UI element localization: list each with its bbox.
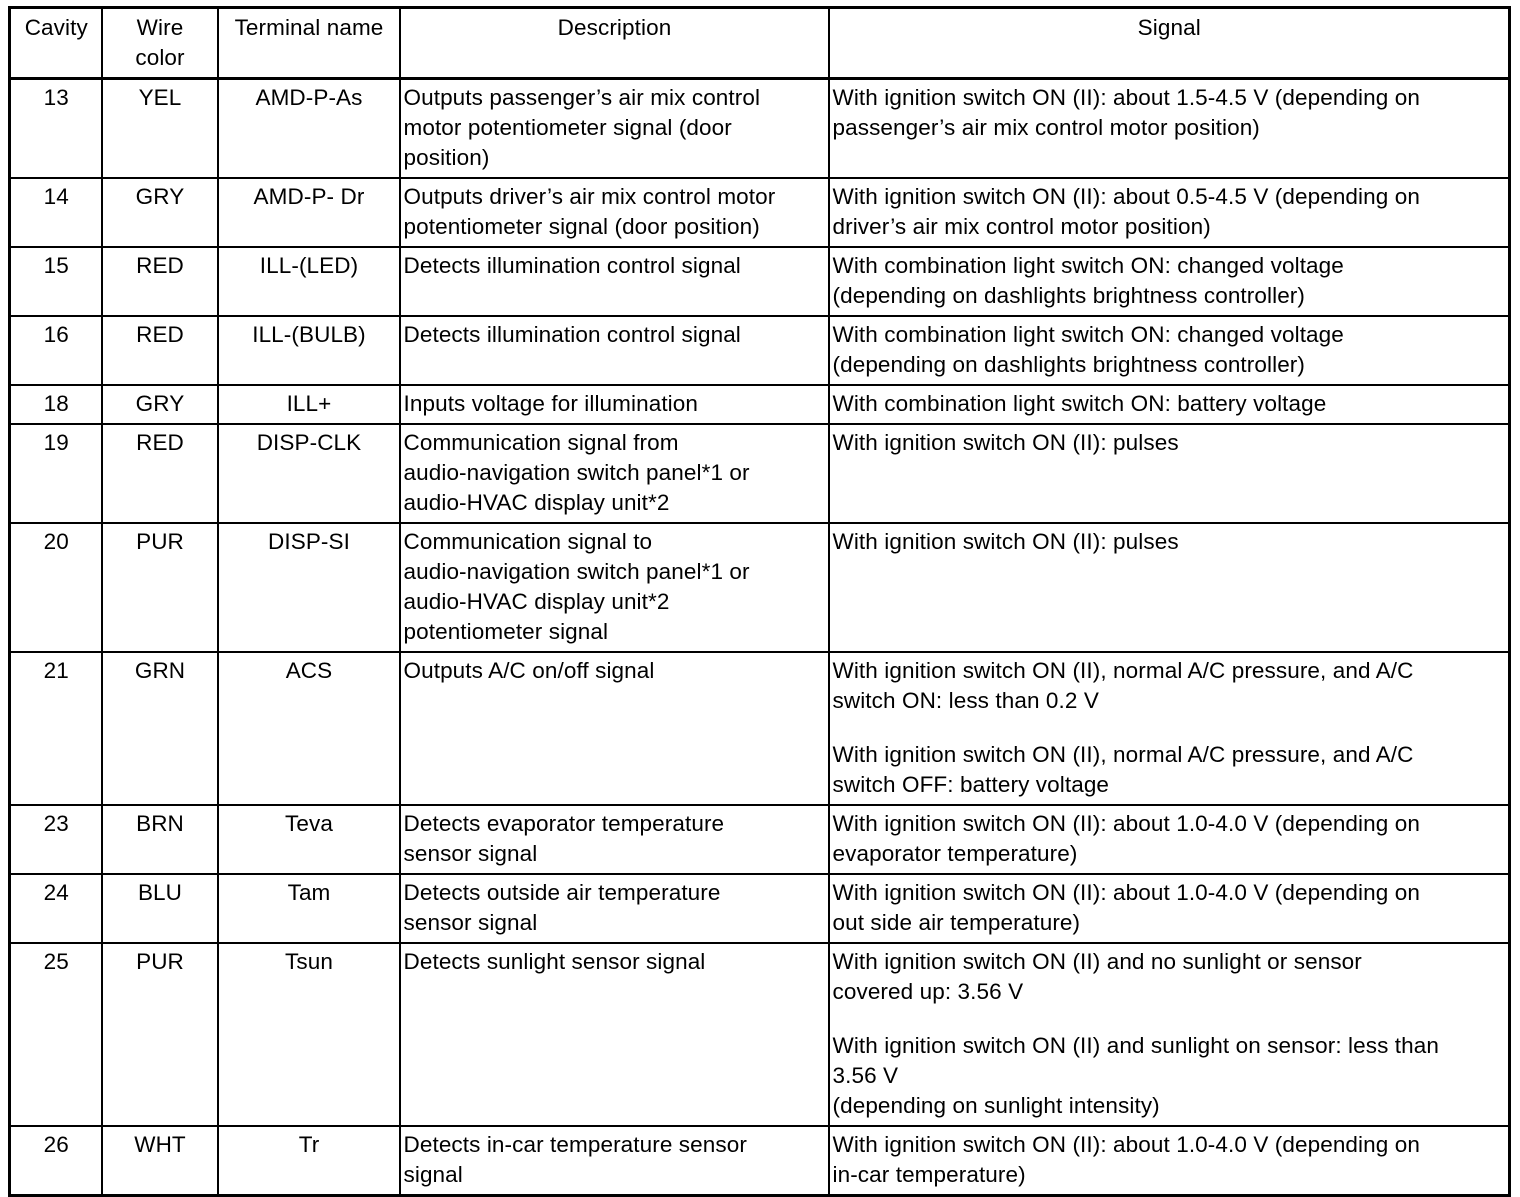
- signal-line: With ignition switch ON (II) and no sunlight or sensor: [832, 949, 1362, 974]
- terminal-name-cell: AMD-P- Dr: [218, 178, 400, 247]
- wire-color-cell: GRY: [102, 385, 218, 424]
- description-line: potentiometer signal: [403, 619, 609, 644]
- table-header: [10, 8, 1510, 79]
- description-line: Outputs driver’s air mix control motor: [403, 184, 776, 209]
- signal-line: driver’s air mix control motor position): [832, 214, 1211, 239]
- signal-cell: [829, 874, 1510, 943]
- description-line: Detects illumination control signal: [403, 322, 741, 347]
- header-cavity: Cavity: [10, 8, 102, 79]
- description-line: Detects sunlight sensor signal: [403, 949, 706, 974]
- description-line: sensor signal: [403, 841, 538, 866]
- signal-paragraph: [833, 1031, 1507, 1121]
- description-cell: [400, 79, 829, 179]
- description-line: Communication signal to: [403, 529, 653, 554]
- signal-paragraph: [833, 320, 1507, 380]
- signal-cell: [829, 1126, 1510, 1196]
- wire-color-cell: RED: [102, 247, 218, 316]
- signal-line: covered up: 3.56 V: [832, 979, 1024, 1004]
- table-row: [10, 1126, 1510, 1196]
- description-line: Outputs A/C on/off signal: [403, 658, 655, 683]
- signal-cell: [829, 178, 1510, 247]
- signal-cell: [829, 805, 1510, 874]
- signal-line: With ignition switch ON (II): about 1.0-4.0 V (depending on: [832, 1132, 1420, 1157]
- description-cell: [400, 943, 829, 1126]
- signal-line: With ignition switch ON (II): pulses: [832, 430, 1179, 455]
- signal-cell: [829, 79, 1510, 179]
- cavity-cell: 26: [10, 1126, 102, 1196]
- signal-line: With ignition switch ON (II): about 1.5-4.5 V (depending on: [832, 85, 1420, 110]
- signal-paragraph: [833, 527, 1507, 557]
- signal-line: With combination light switch ON: changed voltage: [832, 322, 1344, 347]
- description-line: audio-navigation switch panel*1 or: [403, 559, 750, 584]
- description-line: Detects in-car temperature sensor: [403, 1132, 747, 1157]
- header-wire-color: [102, 8, 218, 79]
- description-line: Detects illumination control signal: [403, 253, 741, 278]
- signal-paragraph: [833, 389, 1507, 419]
- description-line: position): [403, 145, 490, 170]
- description-line: audio-HVAC display unit*2: [403, 490, 670, 515]
- terminal-table: [8, 6, 1511, 1197]
- terminal-name-cell: AMD-P-As: [218, 79, 400, 179]
- table-row: [10, 805, 1510, 874]
- description-cell: [400, 178, 829, 247]
- description-line: Outputs passenger’s air mix control: [403, 85, 761, 110]
- wire-color-cell: PUR: [102, 943, 218, 1126]
- wire-color-cell: RED: [102, 424, 218, 523]
- description-line: Detects outside air temperature: [403, 880, 721, 905]
- table-row: [10, 652, 1510, 805]
- description-line: motor potentiometer signal (door: [403, 115, 732, 140]
- signal-line: With ignition switch ON (II): about 1.0-4.0 V (depending on: [832, 880, 1420, 905]
- signal-line: (depending on dashlights brightness controller): [832, 283, 1305, 308]
- signal-paragraph: [833, 878, 1507, 938]
- terminal-name-cell: ILL-(LED): [218, 247, 400, 316]
- wire-color-cell: GRY: [102, 178, 218, 247]
- wire-color-cell: GRN: [102, 652, 218, 805]
- signal-line: With ignition switch ON (II): pulses: [832, 529, 1179, 554]
- terminal-name-cell: Teva: [218, 805, 400, 874]
- table-row: [10, 316, 1510, 385]
- cavity-cell: 14: [10, 178, 102, 247]
- signal-paragraph: [833, 809, 1507, 869]
- signal-paragraph: [833, 428, 1507, 458]
- table-row: [10, 385, 1510, 424]
- description-line: Detects evaporator temperature: [403, 811, 725, 836]
- cavity-cell: 19: [10, 424, 102, 523]
- signal-paragraph: [833, 740, 1507, 800]
- signal-paragraph: [833, 947, 1507, 1007]
- wire-color-cell: BLU: [102, 874, 218, 943]
- table-row: [10, 523, 1510, 652]
- signal-line: With combination light switch ON: battery voltage: [832, 391, 1327, 416]
- header-wire-color-line: color: [135, 45, 185, 70]
- signal-cell: [829, 943, 1510, 1126]
- signal-line: out side air temperature): [832, 910, 1081, 935]
- table-body: [10, 79, 1510, 1196]
- signal-line: With combination light switch ON: changed voltage: [832, 253, 1344, 278]
- signal-line: With ignition switch ON (II): about 0.5-4.5 V (depending on: [832, 184, 1420, 209]
- signal-line: With ignition switch ON (II) and sunlight on sensor: less than: [832, 1033, 1439, 1058]
- description-line: audio-navigation switch panel*1 or: [403, 460, 750, 485]
- signal-cell: [829, 424, 1510, 523]
- signal-line: With ignition switch ON (II), normal A/C pressure, and A/C: [832, 742, 1414, 767]
- description-cell: [400, 523, 829, 652]
- signal-cell: [829, 316, 1510, 385]
- cavity-cell: 13: [10, 79, 102, 179]
- wire-color-cell: YEL: [102, 79, 218, 179]
- wire-color-cell: WHT: [102, 1126, 218, 1196]
- description-cell: [400, 316, 829, 385]
- table-row: [10, 79, 1510, 179]
- terminal-name-cell: DISP-SI: [218, 523, 400, 652]
- signal-line: passenger’s air mix control motor position): [832, 115, 1260, 140]
- description-cell: [400, 652, 829, 805]
- terminal-name-cell: Tr: [218, 1126, 400, 1196]
- description-cell: [400, 805, 829, 874]
- signal-cell: [829, 523, 1510, 652]
- wire-color-cell: RED: [102, 316, 218, 385]
- cavity-cell: 25: [10, 943, 102, 1126]
- cavity-cell: 23: [10, 805, 102, 874]
- signal-cell: [829, 247, 1510, 316]
- signal-paragraph: [833, 182, 1507, 242]
- signal-cell: [829, 652, 1510, 805]
- description-line: Communication signal from: [403, 430, 679, 455]
- signal-line: (depending on sunlight intensity): [832, 1093, 1160, 1118]
- signal-cell: [829, 385, 1510, 424]
- description-cell: [400, 874, 829, 943]
- description-line: audio-HVAC display unit*2: [403, 589, 670, 614]
- description-cell: [400, 247, 829, 316]
- table-row: [10, 943, 1510, 1126]
- signal-line: switch OFF: battery voltage: [832, 772, 1110, 797]
- cavity-cell: 16: [10, 316, 102, 385]
- terminal-name-cell: ILL+: [218, 385, 400, 424]
- signal-line: (depending on dashlights brightness controller): [832, 352, 1305, 377]
- signal-line: With ignition switch ON (II): about 1.0-4.0 V (depending on: [832, 811, 1420, 836]
- cavity-cell: 15: [10, 247, 102, 316]
- signal-line: With ignition switch ON (II), normal A/C pressure, and A/C: [832, 658, 1414, 683]
- terminal-name-cell: Tsun: [218, 943, 400, 1126]
- signal-paragraph: [833, 1130, 1507, 1190]
- terminal-name-cell: DISP-CLK: [218, 424, 400, 523]
- cavity-cell: 18: [10, 385, 102, 424]
- header-wire-color-line: Wire: [136, 15, 184, 40]
- signal-line: switch ON: less than 0.2 V: [832, 688, 1099, 713]
- header-description: Description: [400, 8, 829, 79]
- header-row: [10, 8, 1510, 79]
- signal-line: evaporator temperature): [832, 841, 1078, 866]
- wire-color-cell: BRN: [102, 805, 218, 874]
- signal-paragraph: [833, 251, 1507, 311]
- signal-line: in-car temperature): [832, 1162, 1026, 1187]
- description-cell: [400, 1126, 829, 1196]
- header-signal: Signal: [829, 8, 1510, 79]
- terminal-name-cell: ILL-(BULB): [218, 316, 400, 385]
- cavity-cell: 20: [10, 523, 102, 652]
- description-line: signal: [403, 1162, 463, 1187]
- description-line: Inputs voltage for illumination: [403, 391, 699, 416]
- description-line: sensor signal: [403, 910, 538, 935]
- table-row: [10, 247, 1510, 316]
- cavity-cell: 24: [10, 874, 102, 943]
- cavity-cell: 21: [10, 652, 102, 805]
- header-terminal-name: Terminal name: [218, 8, 400, 79]
- table-row: [10, 874, 1510, 943]
- table-row: [10, 424, 1510, 523]
- signal-line: 3.56 V: [832, 1063, 899, 1088]
- description-cell: [400, 424, 829, 523]
- description-cell: [400, 385, 829, 424]
- signal-paragraph: [833, 656, 1507, 716]
- terminal-name-cell: Tam: [218, 874, 400, 943]
- wire-color-cell: PUR: [102, 523, 218, 652]
- table-row: [10, 178, 1510, 247]
- signal-paragraph: [833, 83, 1507, 143]
- description-line: potentiometer signal (door position): [403, 214, 760, 239]
- terminal-name-cell: ACS: [218, 652, 400, 805]
